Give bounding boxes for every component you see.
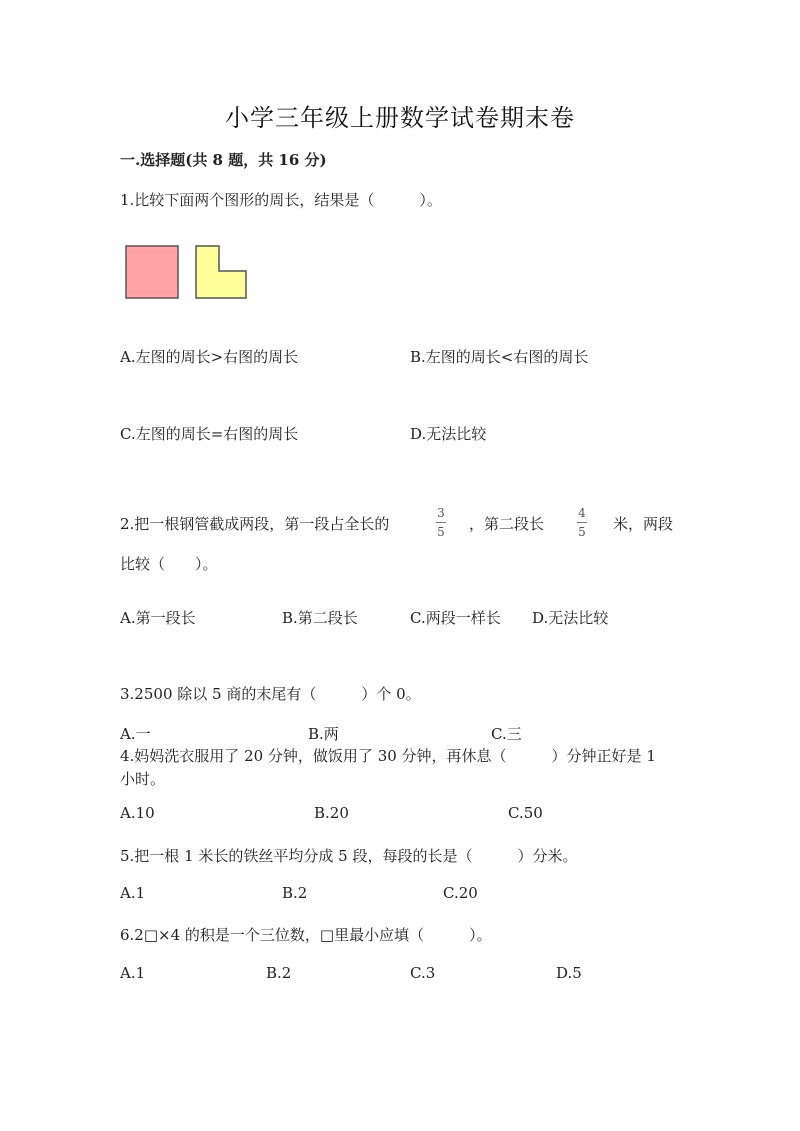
fraction-denominator: 5 bbox=[437, 525, 445, 539]
question-4-text-line1: 4.妈妈洗衣服用了 20 分钟，做饭用了 30 分钟，再休息（ ）分钟正好是 1 bbox=[120, 747, 656, 765]
question-2-text-part1: 2.把一根钢管截成两段，第一段占全长的 bbox=[120, 515, 390, 533]
question-5-option-c[interactable]: C.20 bbox=[443, 884, 478, 902]
fraction-denominator: 5 bbox=[578, 525, 586, 539]
exam-title: 小学三年级上册数学试卷期末卷 bbox=[225, 104, 575, 132]
question-1-option-d[interactable]: D.无法比较 bbox=[410, 425, 487, 443]
left-square-shape bbox=[126, 246, 178, 298]
question-6-option-c[interactable]: C.3 bbox=[410, 964, 436, 982]
question-6-text: 6.2□×4 的积是一个三位数，□里最小应填（ ）。 bbox=[120, 926, 492, 944]
question-5-option-b[interactable]: B.2 bbox=[282, 884, 308, 902]
question-3-option-c[interactable]: C.三 bbox=[491, 725, 522, 743]
question-2-text-part4: 比较（ ）。 bbox=[120, 555, 218, 573]
question-4-option-c[interactable]: C.50 bbox=[508, 804, 543, 822]
question-3-option-a[interactable]: A.一 bbox=[120, 725, 151, 743]
question-4-text-line2: 小时。 bbox=[120, 770, 166, 788]
question-6-option-b[interactable]: B.2 bbox=[266, 964, 292, 982]
question-6-option-d[interactable]: D.5 bbox=[556, 964, 582, 982]
fraction-four-fifths bbox=[572, 507, 592, 538]
question-1-text: 1.比较下面两个图形的周长，结果是（ ）。 bbox=[120, 191, 442, 209]
question-4-option-b[interactable]: B.20 bbox=[314, 804, 349, 822]
question-2-text-part2: ，第二段长 bbox=[469, 515, 545, 533]
question-2-option-b[interactable]: B.第二段长 bbox=[282, 609, 358, 627]
question-3-option-b[interactable]: B.两 bbox=[308, 725, 339, 743]
question-4-option-a[interactable]: A.10 bbox=[120, 804, 155, 822]
question-2-text-part3: 米，两段 bbox=[613, 515, 674, 533]
question-1-option-c[interactable]: C.左图的周长=右图的周长 bbox=[120, 425, 299, 443]
question-2-option-d[interactable]: D.无法比较 bbox=[532, 609, 609, 627]
question-1-option-a[interactable]: A.左图的周长>右图的周长 bbox=[120, 348, 299, 366]
question-6-option-a[interactable]: A.1 bbox=[120, 964, 146, 982]
fraction-numerator: 3 bbox=[437, 506, 445, 520]
fraction-three-fifths bbox=[431, 507, 451, 538]
fraction-numerator: 4 bbox=[578, 506, 586, 520]
question-5-option-a[interactable]: A.1 bbox=[120, 884, 146, 902]
right-l-shape bbox=[196, 246, 246, 298]
section-heading: 一.选择题(共 8 题，共 16 分) bbox=[120, 151, 327, 169]
question-5-text: 5.把一根 1 米长的铁丝平均分成 5 段，每段的长是（ ）分米。 bbox=[120, 847, 578, 865]
question-2-option-c[interactable]: C.两段一样长 bbox=[410, 609, 501, 627]
question-1-figures bbox=[122, 243, 252, 301]
question-2-option-a[interactable]: A.第一段长 bbox=[120, 609, 196, 627]
question-3-text: 3.2500 除以 5 商的末尾有（ ）个 0。 bbox=[120, 685, 421, 703]
question-1-option-b[interactable]: B.左图的周长<右图的周长 bbox=[410, 348, 589, 366]
